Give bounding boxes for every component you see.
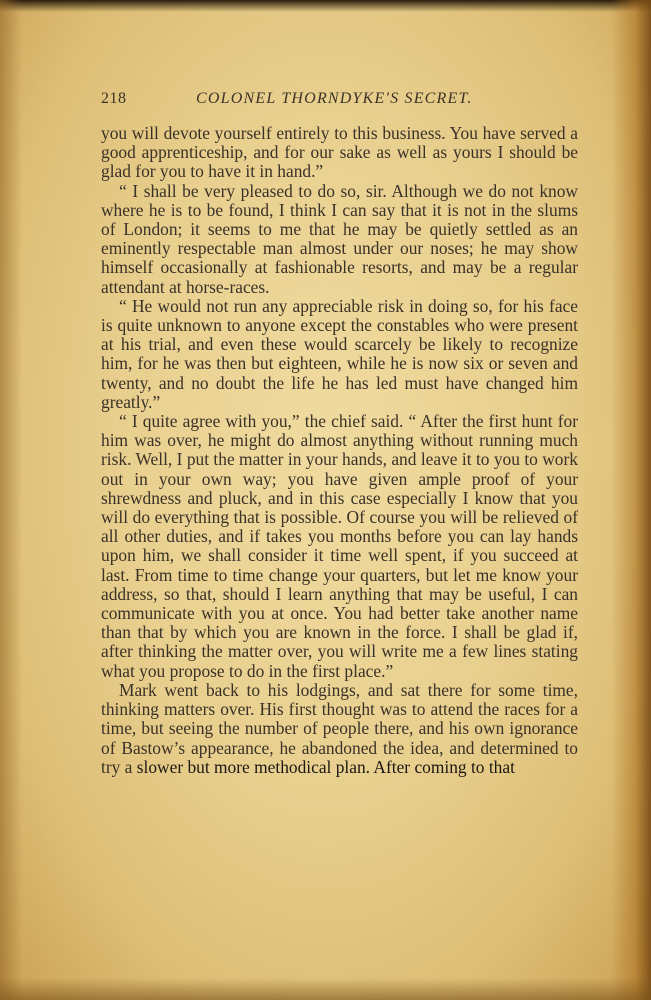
body-text (101, 124, 578, 777)
page-top-shadow (0, 0, 651, 12)
page-left-edge (0, 0, 22, 1000)
paragraph-last (101, 681, 578, 777)
page-bottom-edge (0, 978, 651, 1000)
paragraph-last-final-line: slower but more methodical plan. After coming to that (136, 756, 515, 777)
paragraph: “ I shall be very pleased to do so, sir. Although we do not know where he is to be found, I think I can say that it is not in the slums of London; it seems to me that he may be quietly settled as an eminently respectable man almost under our noses; he may show himself occasionally at fashionable resorts, and may be a regular attendant at horse-races. (101, 180, 578, 297)
paragraph-last-main: Mark went back to his lodgings, and sat there for some time, thinking matters over. His first thought was to attend the races for a time, but seeing the number of people there, and his own ignorance of Bastow’s appearance, he abandoned the idea, and determined to try a (101, 679, 578, 777)
paragraph: “ I quite agree with you,” the chief said. “ After the first hunt for him was over, he might do almost anything without running much risk. Well, I put the matter in your hands, and leave it to you to work out in your own way; you have given ample proof of your shrewdness and pluck, and in this case especially I know that you will do everything that is possible. Of course you will be relieved of all other duties, and if takes you months before you can lay hands upon him, we shall consider it time well spent, if you succeed at last. From time to time change your quarters, but let me know your address, so that, should I learn anything that may be useful, I can communicate with you at once. You had better take another name than that by which you are known in the force. I shall be glad if, after thinking the matter over, you will write me a few lines stating what you propose to do in the first place.” (101, 411, 578, 681)
page-right-edge (611, 0, 651, 1000)
paragraph: “ He would not run any appreciable risk in doing so, for his face is quite unknown to anyone except the constables who were present at his trial, and even these would scarcely be likely to recognize him, for he was then but eighteen, while he is now six or seven and twenty, and no doubt the life he has led must have changed him greatly.” (101, 295, 578, 412)
paragraph-continued: you will devote yourself entirely to this business. You have served a good apprenticeship, and for our sake as well as yours I should be glad for you to have it in hand.” (101, 123, 578, 182)
page-header (101, 90, 579, 112)
running-title: COLONEL THORNDYKE'S SECRET. (196, 90, 473, 107)
page-number: 218 (101, 90, 127, 107)
